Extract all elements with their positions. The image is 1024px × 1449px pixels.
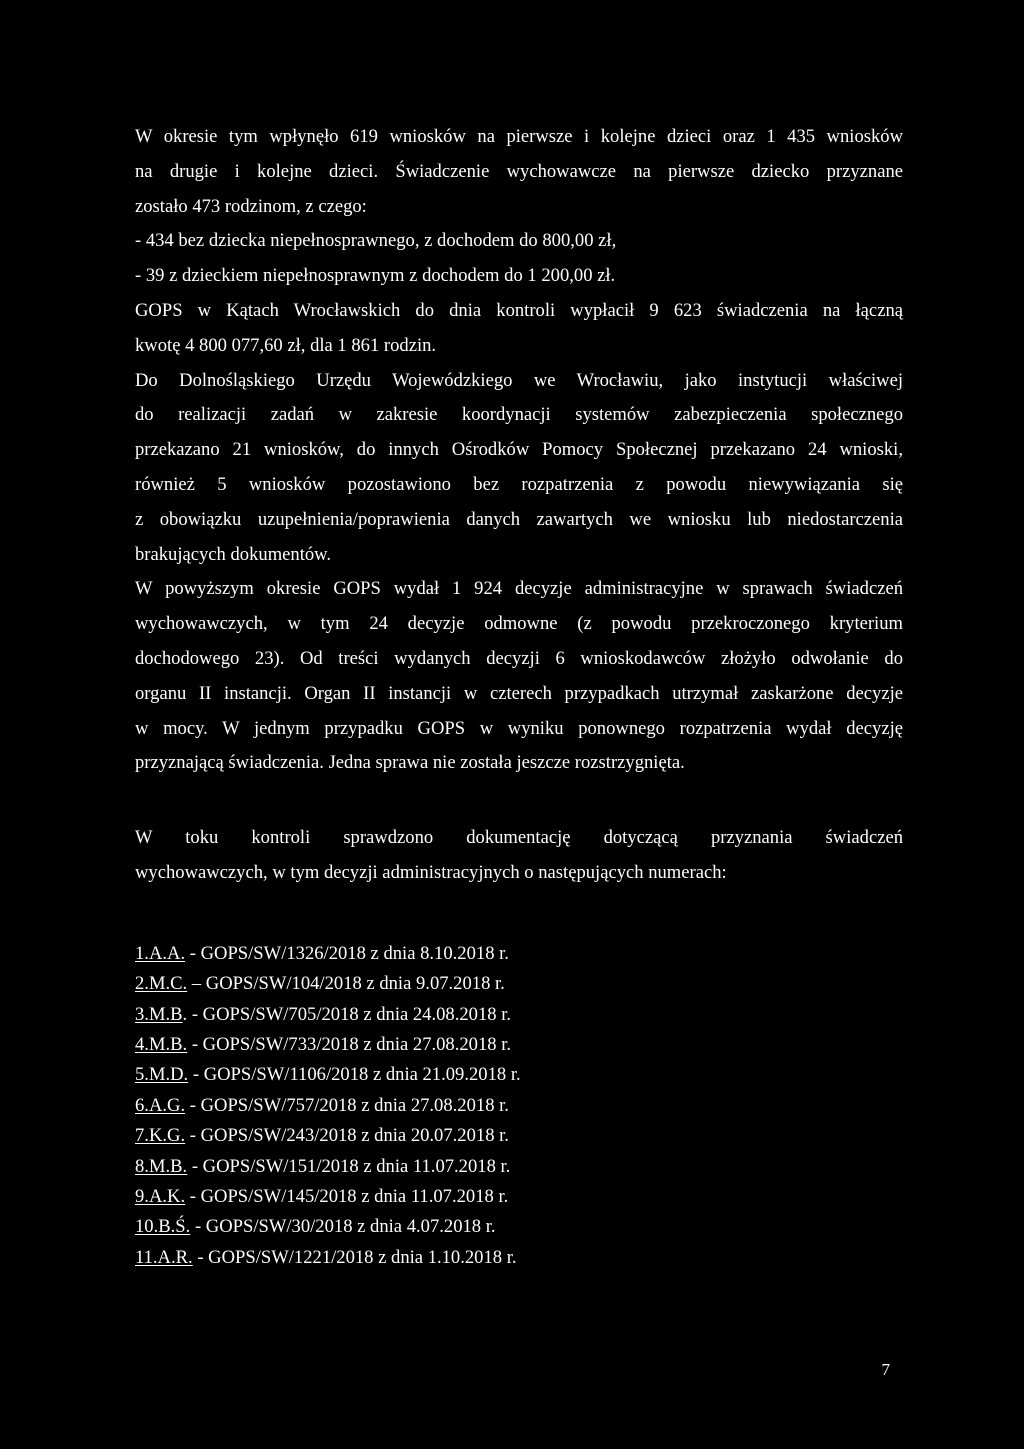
decision-ref: 1.A.A.	[135, 942, 186, 964]
text-line: dochodowego 23). Od treści wydanych decyzji 6 wnioskodawców złożyło odwołanie do	[135, 647, 903, 669]
decision-text: - GOPS/SW/243/2018 z dnia 20.07.2018 r.	[185, 1125, 509, 1147]
paragraph-spacer	[135, 891, 903, 939]
list-item	[135, 1182, 903, 1212]
text-line: W toku kontroli sprawdzono dokumentację dotyczącą przyznania świadczeń	[135, 827, 903, 849]
list-item	[135, 1243, 903, 1273]
text-line: kwotę 4 800 077,60 zł, dla 1 861 rodzin.	[135, 334, 437, 356]
paragraph-spacer	[135, 781, 903, 821]
decision-text: - GOPS/SW/1106/2018 z dnia 21.09.2018 r.	[188, 1064, 521, 1086]
list-item	[135, 1060, 903, 1090]
decision-ref: 11.A.R.	[135, 1246, 193, 1268]
decision-ref: 3.M.B	[135, 1003, 183, 1025]
text-line: brakujących dokumentów.	[135, 543, 332, 565]
decision-text: - GOPS/SW/733/2018 z dnia 27.08.2018 r.	[187, 1033, 512, 1055]
text-line: w mocy. W jednym przypadku GOPS w wyniku ponownego rozpatrzenia wydał decyzję	[135, 717, 903, 739]
text-line: wychowawczych, w tym decyzji administracyjnych o następujących numerach:	[135, 861, 727, 883]
decision-text: - GOPS/SW/151/2018 z dnia 11.07.2018 r.	[187, 1155, 511, 1177]
decision-text: - GOPS/SW/30/2018 z dnia 4.07.2018 r.	[190, 1216, 496, 1238]
text-line: GOPS w Kątach Wrocławskich do dnia kontroli wypłacił 9 623 świadczenia na łączną	[135, 299, 903, 321]
decision-text: - GOPS/SW/145/2018 z dnia 11.07.2018 r.	[185, 1185, 509, 1207]
text-line: W powyższym okresie GOPS wydał 1 924 decyzje administracyjne w sprawach świadczeń	[135, 578, 903, 600]
decision-list	[135, 939, 903, 1273]
decision-ref: 10.B.Ś.	[135, 1216, 191, 1238]
text-line: do realizacji zadań w zakresie koordynacji systemów zabezpieczenia społecznego	[135, 404, 903, 426]
list-item	[135, 1000, 903, 1030]
decision-text: - GOPS/SW/757/2018 z dnia 27.08.2018 r.	[185, 1094, 509, 1116]
text-line: Do Dolnośląskiego Urzędu Wojewódzkiego we Wrocławiu, jako instytucji właściwej	[135, 369, 903, 391]
decision-ref: 5.M.D.	[135, 1064, 189, 1086]
text-line: na drugie i kolejne dzieci. Świadczenie wychowawcze na pierwsze dziecko przyznane	[135, 160, 903, 182]
list-item	[135, 1152, 903, 1182]
paragraph-decisions-issued	[135, 572, 903, 781]
decision-ref: 6.A.G.	[135, 1094, 186, 1116]
decision-text: – GOPS/SW/104/2018 z dnia 9.07.2018 r.	[187, 973, 505, 995]
list-item	[135, 1091, 903, 1121]
decision-text: . - GOPS/SW/705/2018 z dnia 24.08.2018 r.	[182, 1003, 512, 1025]
decision-text: - GOPS/SW/1221/2018 z dnia 1.10.2018 r.	[192, 1246, 517, 1268]
list-item	[135, 969, 903, 999]
list-item	[135, 1212, 903, 1242]
decision-ref: 7.K.G.	[135, 1125, 186, 1147]
text-line: - 434 bez dziecka niepełnosprawnego, z dochodem do 800,00 zł,	[135, 230, 617, 252]
list-item	[135, 1121, 903, 1151]
decision-ref: 8.M.B.	[135, 1155, 188, 1177]
document-page	[135, 120, 903, 1273]
decision-text: - GOPS/SW/1326/2018 z dnia 8.10.2018 r.	[185, 942, 509, 964]
decision-ref: 9.A.K.	[135, 1185, 186, 1207]
text-line: przyznającą świadczenia. Jedna sprawa nie została jeszcze rozstrzygnięta.	[135, 752, 685, 774]
decision-ref: 4.M.B.	[135, 1033, 188, 1055]
decision-ref: 2.M.C.	[135, 973, 188, 995]
text-line: - 39 z dzieckiem niepełnosprawnym z dochodem do 1 200,00 zł.	[135, 265, 616, 287]
page-number: 7	[881, 1360, 890, 1379]
text-line: również 5 wniosków pozostawiono bez rozpatrzenia z powodu niewywiązania się	[135, 473, 903, 495]
text-line: organu II instancji. Organ II instancji w czterech przypadkach utrzymał zaskarżone decyzje	[135, 682, 903, 704]
list-item	[135, 939, 903, 969]
text-line: W okresie tym wpłynęło 619 wniosków na pierwsze i kolejne dzieci oraz 1 435 wniosków	[135, 126, 903, 147]
text-line: wychowawczych, w tym 24 decyzje odmowne (z powodu przekroczonego kryterium	[135, 613, 903, 635]
paragraph-inspection-scope	[135, 821, 903, 891]
text-line: zostało 473 rodzinom, z czego:	[135, 195, 367, 217]
list-item	[135, 1030, 903, 1060]
text-line: z obowiązku uzupełnienia/poprawienia danych zawartych we wniosku lub niedostarczenia	[135, 508, 903, 530]
paragraph-transferred-applications	[135, 364, 903, 573]
text-line: przekazano 21 wniosków, do innych Ośrodków Pomocy Społecznej przekazano 24 wnioski,	[135, 439, 903, 461]
paragraph-applications-summary	[135, 120, 903, 364]
